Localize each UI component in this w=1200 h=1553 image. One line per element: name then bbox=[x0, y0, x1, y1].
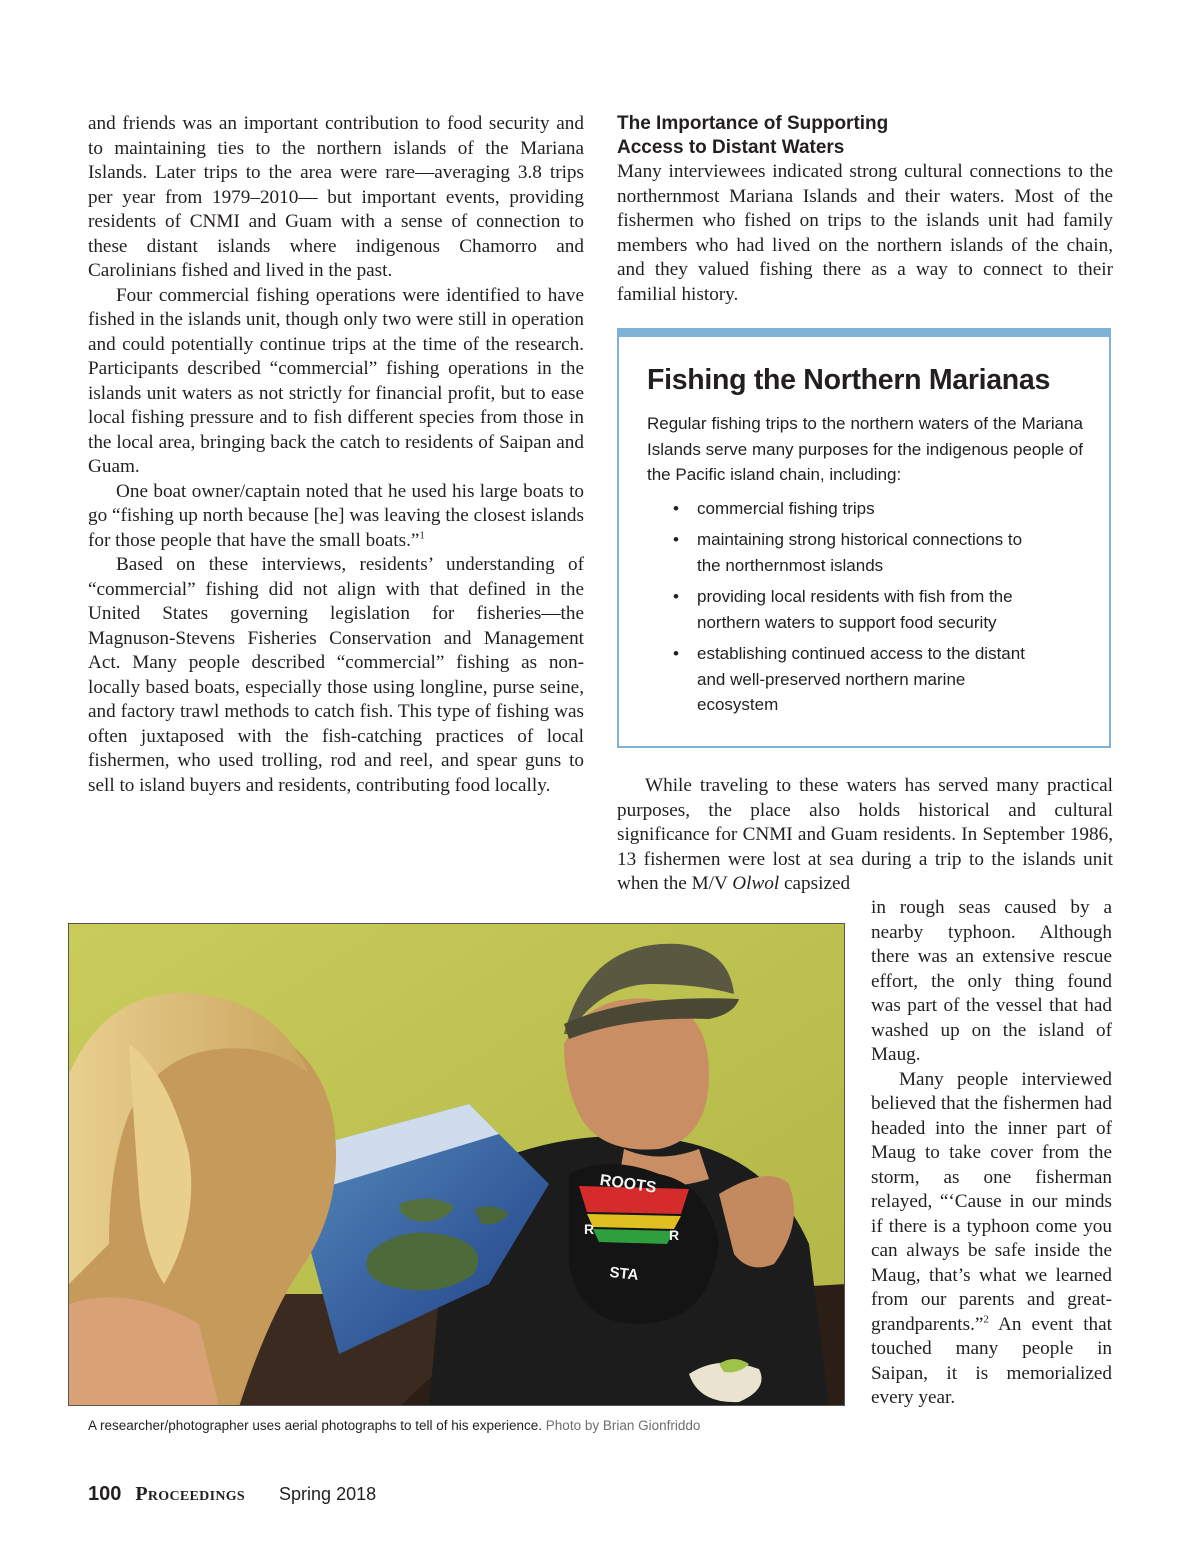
caption-text: A researcher/photographer uses aerial photographs to tell of his experience. bbox=[88, 1418, 543, 1433]
sidebar-title: Fishing the Northern Marianas bbox=[647, 364, 1051, 396]
list-item bbox=[673, 584, 1037, 635]
photo-illustration bbox=[69, 924, 845, 1406]
paragraph-text: Many people interviewed believed that the fishermen had headed into the inner part of Maug to take cover from the storm, as one fisherman relayed, “‘Cause in our minds if there is a typhoon come you can always be safe inside the Maug, that’s what we learned from our parents and great-grandparents.” bbox=[871, 1068, 1112, 1335]
issue-date: Spring 2018 bbox=[279, 1484, 377, 1504]
right-column-top bbox=[617, 112, 1113, 307]
list-item-text: commercial fishing trips bbox=[697, 498, 875, 518]
list-item bbox=[673, 527, 1037, 578]
page-number: 100 bbox=[88, 1483, 122, 1505]
body-paragraph: in rough seas caused by a nearby typhoon. Although there was an extensive rescue effort, the only thing found was part of the vessel that had washed up on the island of Maug. bbox=[871, 897, 1112, 1065]
bullet-icon: • bbox=[673, 587, 679, 606]
list-item bbox=[673, 641, 1037, 718]
interview-photo bbox=[68, 923, 845, 1406]
footnote-marker: 1 bbox=[419, 529, 425, 542]
body-paragraph: Many interviewees indicated strong cultural connections to the northernmost Mariana Islands and their waters. Most of the fishermen who fished on trips to the islands unit had family members who had lived on the northern islands of the chain, and they valued fishing there as a way to connect to their familial history. bbox=[617, 161, 1113, 305]
body-paragraph bbox=[617, 774, 1113, 897]
vessel-name: Olwol bbox=[732, 873, 780, 894]
left-column bbox=[88, 112, 584, 798]
shirt-text: R bbox=[669, 1227, 680, 1243]
list-item-text: providing local residents with fish from the northern waters to support food security bbox=[697, 587, 1013, 632]
paragraph-text: capsized bbox=[784, 873, 851, 894]
section-heading-line: The Importance of Supporting bbox=[617, 113, 889, 134]
paragraph-text: One boat owner/captain noted that he used his large boats to go “fishing up north because [he] was leaving the closest islands for those people that have the small boats.” bbox=[88, 480, 584, 551]
list-item-text: establishing continued access to the distant and well-preserved northern marine ecosystem bbox=[697, 644, 1025, 714]
list-item-text: maintaining strong historical connections to the northernmost islands bbox=[697, 530, 1023, 575]
bullet-icon: • bbox=[673, 530, 679, 549]
right-column-narrow bbox=[871, 896, 1112, 1411]
bullet-icon: • bbox=[673, 498, 679, 518]
footnote-marker: 2 bbox=[983, 1313, 989, 1326]
right-column-lower bbox=[617, 774, 1113, 897]
section-heading-line: Access to Distant Waters bbox=[617, 137, 845, 158]
sidebar-intro: Regular fishing trips to the northern waters of the Mariana Islands serve many purposes for the indigenous people of the Pacific island chain, including: bbox=[647, 414, 1083, 484]
photo-caption bbox=[88, 1417, 848, 1435]
paragraph-text: While traveling to these waters has served many practical purposes, the place also holds historical and cultural significance for CNMI and Guam residents. In September 1986, 13 fishermen were lost at sea during a trip to the islands unit when the M/V bbox=[617, 775, 1113, 894]
journal-name: Proceedings bbox=[135, 1483, 246, 1505]
bullet-icon: • bbox=[673, 644, 679, 663]
paragraph-text: An event that touched many people in Saipan, it is memorialized every year. bbox=[871, 1313, 1112, 1408]
body-paragraph bbox=[871, 1068, 1112, 1411]
list-item bbox=[673, 496, 1037, 522]
sidebar-box bbox=[617, 328, 1111, 748]
photo-credit: Photo by Brian Gionfriddo bbox=[545, 1418, 701, 1433]
sidebar-list bbox=[619, 496, 1109, 718]
body-paragraph: and friends was an important contribution to food security and to maintaining ties to the northern islands of the Mariana Islands. Later trips to the area were rare—averaging 3.8 trips per year from 1979–2010— but important events, providing residents of CNMI and Guam with a sense of connection to these distant islands where indigenous Chamorro and Carolinians fished and lived in the past. bbox=[88, 113, 584, 281]
page-footer bbox=[88, 1483, 376, 1513]
section-heading bbox=[617, 112, 1113, 160]
shirt-text: R bbox=[584, 1221, 595, 1237]
body-paragraph: Based on these interviews, residents’ understanding of “commercial” fishing did not align with that defined in the United States governing legislation for fisheries—the Magnuson-Stevens Fisheries Conservation and Management Act. Many people described “commercial” fishing as non-locally based boats, especially those using longline, purse seine, and factory trawl methods to catch fish. This type of fishing was often juxtaposed with the fish-catching practices of local fishermen, who used trolling, rod and reel, and spear guns to sell to island buyers and residents, contributing food locally. bbox=[88, 554, 584, 796]
shirt-text: STA bbox=[608, 1263, 640, 1284]
shirt-text: ROOTS bbox=[598, 1171, 658, 1197]
body-paragraph: Four commercial fishing operations were identified to have fished in the islands unit, though only two were still in operation and could potentially continue trips at the time of the research. Participants described “commercial” fishing operations in the islands unit waters as not strictly for financial profit, but to ease local fishing pressure and to fish different species from those in the local area, bringing back the catch to residents of Saipan and Guam. bbox=[88, 284, 584, 477]
body-paragraph bbox=[88, 480, 584, 554]
